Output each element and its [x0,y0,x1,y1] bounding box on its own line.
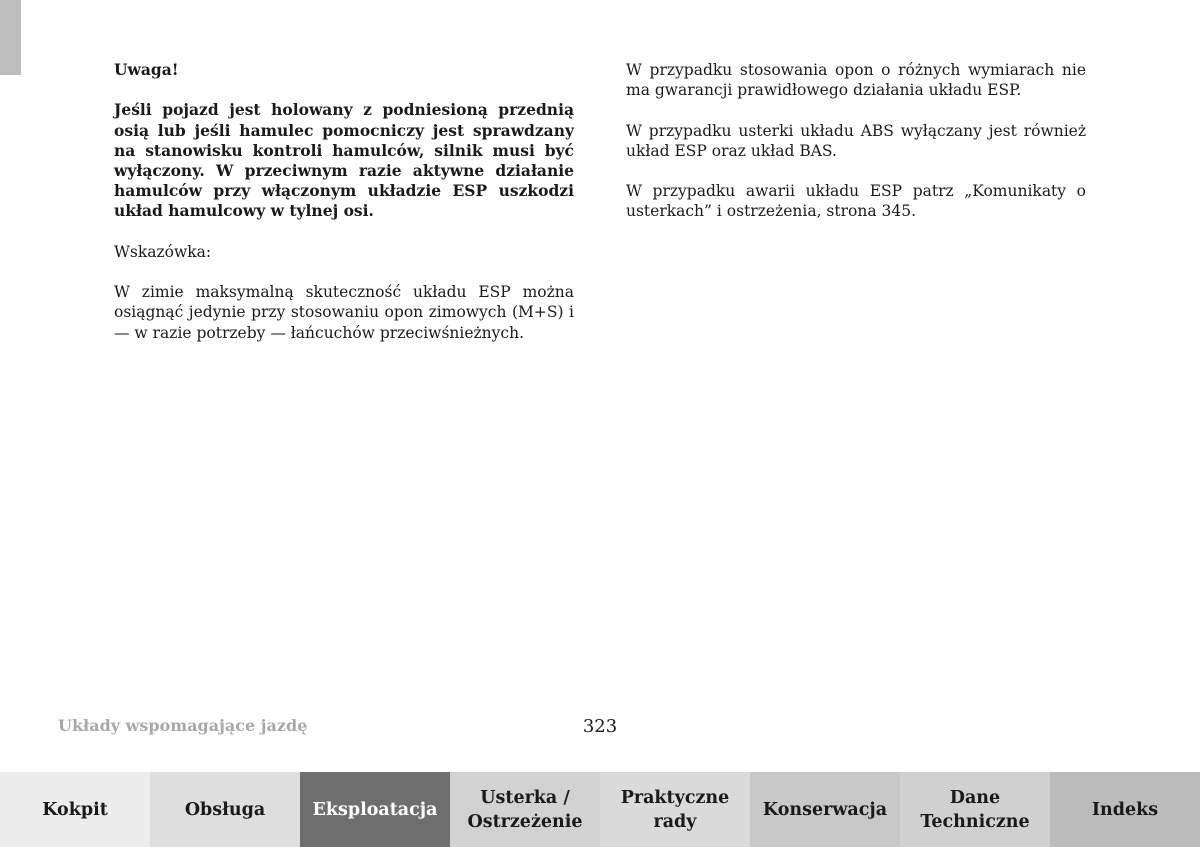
paragraph-abs-fault: W przypadku usterki układu ABS wyłączany jest również układ ESP oraz układ BAS. [626,121,1086,160]
section-title: Układy wspomagające jazdę [58,716,308,735]
note-text: W zimie maksymalną skuteczność układu ESP można osiągnąć jedynie przy stosowaniu opon zimowych (M+S) i — w razie potrzeby — łańcuchów przeciwśnieżnych. [114,283,574,342]
warning-heading: Uwaga! [114,60,179,79]
right-column [626,60,1086,242]
paragraph-esp-failure: W przypadku awarii układu ESP patrz „Komunikaty o usterkach” i ostrzeżenia, strona 345. [626,182,1086,221]
tab-eksploatacja[interactable] [300,772,450,847]
tab-label: Indeks [1091,799,1159,820]
tab-usterka-ostrzezenie[interactable] [450,772,600,847]
tab-label: Dane Techniczne [920,787,1030,832]
page-number: 323 [582,716,618,737]
tab-label: Eksploatacja [312,799,438,820]
tab-indeks[interactable] [1050,772,1200,847]
left-column [114,60,574,363]
tab-label: Konserwacja [762,799,888,820]
tab-praktyczne-rady[interactable] [600,772,750,847]
tab-obsluga[interactable] [150,772,300,847]
tab-kokpit[interactable] [0,772,150,847]
corner-tab-marker [0,0,21,75]
paragraph-tire-sizes: W przypadku stosowania opon o różnych wymiarach nie ma gwarancji prawidłowego działania układu ESP. [626,61,1086,100]
tab-konserwacja[interactable] [750,772,900,847]
warning-text: Jeśli pojazd jest holowany z podniesioną przednią osią lub jeśli hamulec pomocniczy jest sprawdzany na stanowisku kontroli hamulców, silnik musi być wyłączony. W przeciwnym razie aktywne działanie hamulców przy włączonym układzie ESP uszkodzi układ hamulcowy w tylnej osi. [114,100,574,221]
tab-label: Usterka / Ostrzeżenie [467,787,583,832]
note-label: Wskazówka: [114,242,212,261]
tab-label: Obsługa [184,799,266,820]
tab-label: Praktyczne rady [620,787,730,832]
tab-dane-techniczne[interactable] [900,772,1050,847]
chapter-nav-bar [0,772,1200,847]
tab-label: Kokpit [42,799,108,820]
